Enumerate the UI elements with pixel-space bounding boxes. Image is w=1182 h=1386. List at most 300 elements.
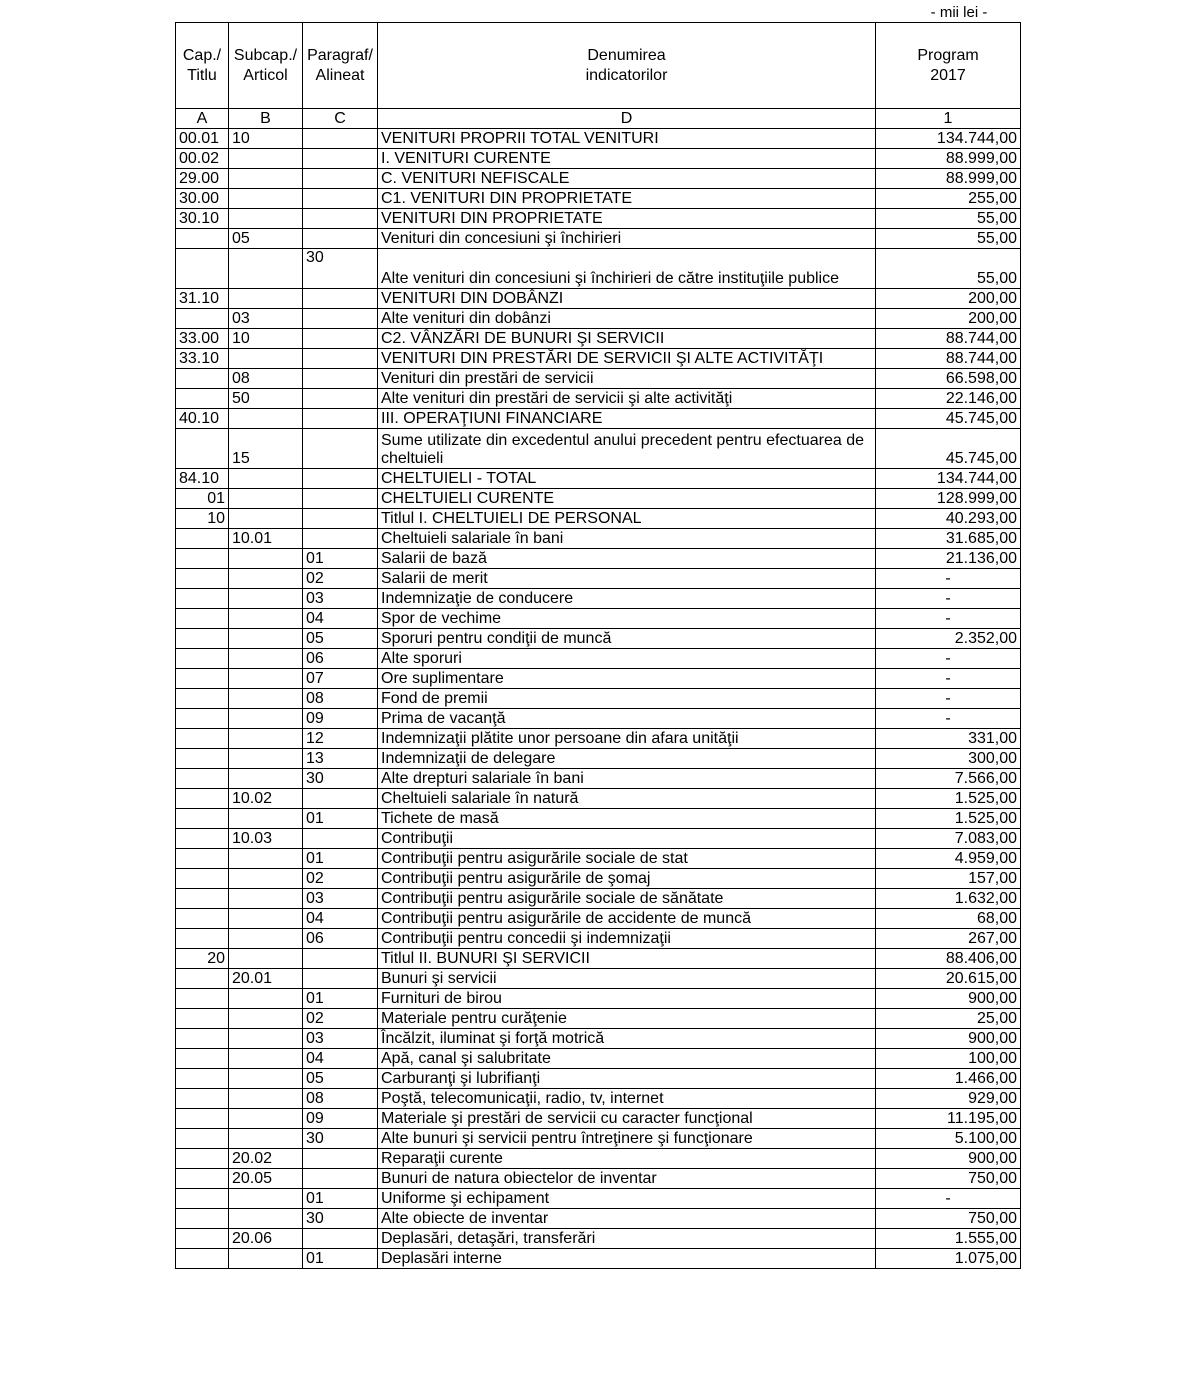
- table-row: [176, 389, 1021, 409]
- table-row: [176, 789, 1021, 809]
- cell-paragraf: 12: [303, 729, 378, 749]
- table-row: [176, 849, 1021, 869]
- cell-program: 45.745,00: [876, 409, 1021, 429]
- cell-cap: [176, 1069, 229, 1089]
- cell-paragraf: 30: [303, 769, 378, 789]
- table-row: [176, 809, 1021, 829]
- cell-subcap: 03: [229, 309, 303, 329]
- cell-subcap: [229, 589, 303, 609]
- table-row: [176, 409, 1021, 429]
- table-row: [176, 509, 1021, 529]
- cell-subcap: [229, 629, 303, 649]
- column-letters-row: [176, 109, 1021, 129]
- cell-cap: [176, 989, 229, 1009]
- cell-program: 100,00: [876, 1049, 1021, 1069]
- cell-subcap: [229, 729, 303, 749]
- table-row: [176, 609, 1021, 629]
- header-cap: Cap./ Titlu: [176, 23, 229, 109]
- cell-paragraf: [303, 829, 378, 849]
- cell-paragraf: 13: [303, 749, 378, 769]
- cell-paragraf: 01: [303, 809, 378, 829]
- cell-denumire: Alte sporuri: [378, 649, 876, 669]
- cell-denumire: VENITURI DIN PRESTĂRI DE SERVICII ŞI ALTE ACTIVITĂŢI: [378, 349, 876, 369]
- cell-subcap: 15: [229, 429, 303, 469]
- cell-subcap: [229, 569, 303, 589]
- cell-denumire: III. OPERAŢIUNI FINANCIARE: [378, 409, 876, 429]
- cell-program: -: [876, 589, 1021, 609]
- cell-cap: [176, 429, 229, 469]
- letter-1: 1: [876, 109, 1021, 129]
- cell-cap: [176, 1089, 229, 1109]
- table-row: [176, 189, 1021, 209]
- cell-cap: [176, 529, 229, 549]
- table-row: [176, 129, 1021, 149]
- cell-program: 22.146,00: [876, 389, 1021, 409]
- cell-denumire: C. VENITURI NEFISCALE: [378, 169, 876, 189]
- cell-subcap: [229, 669, 303, 689]
- table-row: [176, 829, 1021, 849]
- cell-subcap: [229, 1069, 303, 1089]
- table-row: [176, 549, 1021, 569]
- cell-cap: 00.02: [176, 149, 229, 169]
- cell-program: 66.598,00: [876, 369, 1021, 389]
- cell-cap: [176, 809, 229, 829]
- table-row: [176, 1129, 1021, 1149]
- cell-paragraf: [303, 309, 378, 329]
- table-row: [176, 909, 1021, 929]
- cell-paragraf: 06: [303, 649, 378, 669]
- cell-cap: [176, 889, 229, 909]
- cell-cap: [176, 549, 229, 569]
- cell-subcap: [229, 409, 303, 429]
- cell-cap: [176, 1049, 229, 1069]
- cell-denumire: Indemnizaţii plătite unor persoane din afara unităţii: [378, 729, 876, 749]
- table-row: [176, 929, 1021, 949]
- cell-paragraf: 02: [303, 569, 378, 589]
- cell-program: 1.075,00: [876, 1249, 1021, 1269]
- cell-program: 4.959,00: [876, 849, 1021, 869]
- cell-cap: [176, 1189, 229, 1209]
- cell-program: 45.745,00: [876, 429, 1021, 469]
- cell-denumire: Reparaţii curente: [378, 1149, 876, 1169]
- cell-denumire: Venituri din prestări de servicii: [378, 369, 876, 389]
- cell-cap: [176, 789, 229, 809]
- table-row: [176, 689, 1021, 709]
- cell-cap: 30.10: [176, 209, 229, 229]
- cell-cap: [176, 749, 229, 769]
- cell-subcap: [229, 1109, 303, 1129]
- table-row: [176, 289, 1021, 309]
- table-row: [176, 949, 1021, 969]
- cell-program: 157,00: [876, 869, 1021, 889]
- cell-program: 40.293,00: [876, 509, 1021, 529]
- cell-denumire: I. VENITURI CURENTE: [378, 149, 876, 169]
- cell-paragraf: [303, 1169, 378, 1189]
- cell-subcap: 20.05: [229, 1169, 303, 1189]
- cell-paragraf: [303, 149, 378, 169]
- cell-paragraf: 01: [303, 1249, 378, 1269]
- cell-subcap: [229, 189, 303, 209]
- cell-subcap: [229, 169, 303, 189]
- cell-denumire: Contribuţii: [378, 829, 876, 849]
- cell-denumire: Ore suplimentare: [378, 669, 876, 689]
- cell-program: 7.566,00: [876, 769, 1021, 789]
- cell-paragraf: 08: [303, 689, 378, 709]
- cell-subcap: [229, 689, 303, 709]
- cell-program: 7.083,00: [876, 829, 1021, 849]
- cell-subcap: 10.01: [229, 529, 303, 549]
- cell-denumire: Alte venituri din dobânzi: [378, 309, 876, 329]
- cell-cap: 31.10: [176, 289, 229, 309]
- cell-denumire: Deplasări interne: [378, 1249, 876, 1269]
- table-row: [176, 349, 1021, 369]
- table-row: [176, 1149, 1021, 1169]
- table-row: [176, 149, 1021, 169]
- cell-cap: [176, 1129, 229, 1149]
- cell-program: 900,00: [876, 989, 1021, 1009]
- cell-paragraf: 30: [303, 249, 378, 289]
- table-row: [176, 749, 1021, 769]
- table-row: [176, 329, 1021, 349]
- cell-denumire: VENITURI DIN PROPRIETATE: [378, 209, 876, 229]
- cell-paragraf: [303, 369, 378, 389]
- cell-denumire: CHELTUIELI - TOTAL: [378, 469, 876, 489]
- cell-program: 5.100,00: [876, 1129, 1021, 1149]
- cell-subcap: 05: [229, 229, 303, 249]
- table-row: [176, 429, 1021, 469]
- cell-subcap: [229, 249, 303, 289]
- cell-subcap: [229, 1009, 303, 1029]
- cell-cap: [176, 249, 229, 289]
- cell-denumire: Fond de premii: [378, 689, 876, 709]
- cell-subcap: 20.06: [229, 1229, 303, 1249]
- cell-subcap: 10.02: [229, 789, 303, 809]
- cell-paragraf: 03: [303, 1029, 378, 1049]
- cell-program: 1.466,00: [876, 1069, 1021, 1089]
- cell-cap: [176, 729, 229, 749]
- cell-paragraf: 02: [303, 869, 378, 889]
- cell-paragraf: 30: [303, 1129, 378, 1149]
- cell-subcap: 50: [229, 389, 303, 409]
- cell-paragraf: 09: [303, 709, 378, 729]
- table-row: [176, 169, 1021, 189]
- cell-denumire: Spor de vechime: [378, 609, 876, 629]
- cell-subcap: 10.03: [229, 829, 303, 849]
- cell-denumire: Carburanţi şi lubrifianţi: [378, 1069, 876, 1089]
- cell-program: -: [876, 709, 1021, 729]
- cell-denumire: Materiale şi prestări de servicii cu caracter funcţional: [378, 1109, 876, 1129]
- cell-subcap: [229, 549, 303, 569]
- cell-subcap: [229, 869, 303, 889]
- cell-cap: 29.00: [176, 169, 229, 189]
- cell-paragraf: 04: [303, 609, 378, 629]
- cell-program: 200,00: [876, 309, 1021, 329]
- cell-cap: [176, 1149, 229, 1169]
- cell-paragraf: 09: [303, 1109, 378, 1129]
- cell-paragraf: 01: [303, 549, 378, 569]
- letter-c: C: [303, 109, 378, 129]
- cell-denumire: CHELTUIELI CURENTE: [378, 489, 876, 509]
- cell-cap: 10: [176, 509, 229, 529]
- cell-program: 128.999,00: [876, 489, 1021, 509]
- table-row: [176, 569, 1021, 589]
- table-row: [176, 1109, 1021, 1129]
- cell-cap: 40.10: [176, 409, 229, 429]
- cell-paragraf: [303, 1149, 378, 1169]
- cell-program: -: [876, 1189, 1021, 1209]
- cell-cap: [176, 629, 229, 649]
- cell-paragraf: [303, 349, 378, 369]
- cell-denumire: VENITURI PROPRII TOTAL VENITURI: [378, 129, 876, 149]
- cell-subcap: [229, 949, 303, 969]
- cell-subcap: [229, 909, 303, 929]
- cell-subcap: 20.01: [229, 969, 303, 989]
- cell-subcap: [229, 809, 303, 829]
- cell-program: 55,00: [876, 229, 1021, 249]
- cell-paragraf: 03: [303, 589, 378, 609]
- cell-denumire: Prima de vacanţă: [378, 709, 876, 729]
- cell-denumire: Salarii de merit: [378, 569, 876, 589]
- cell-denumire: Salarii de bază: [378, 549, 876, 569]
- cell-denumire: Apă, canal şi salubritate: [378, 1049, 876, 1069]
- table-row: [176, 1249, 1021, 1269]
- cell-cap: [176, 969, 229, 989]
- cell-denumire: C1. VENITURI DIN PROPRIETATE: [378, 189, 876, 209]
- cell-cap: 33.10: [176, 349, 229, 369]
- cell-cap: 30.00: [176, 189, 229, 209]
- letter-a: A: [176, 109, 229, 129]
- cell-cap: [176, 309, 229, 329]
- cell-program: -: [876, 569, 1021, 589]
- cell-paragraf: [303, 529, 378, 549]
- header-paragraf: Paragraf/ Alineat: [303, 23, 378, 109]
- cell-cap: [176, 229, 229, 249]
- letter-b: B: [229, 109, 303, 129]
- cell-cap: [176, 849, 229, 869]
- table-row: [176, 209, 1021, 229]
- cell-subcap: [229, 1209, 303, 1229]
- cell-cap: 84.10: [176, 469, 229, 489]
- cell-cap: [176, 829, 229, 849]
- cell-paragraf: 08: [303, 1089, 378, 1109]
- cell-paragraf: 04: [303, 909, 378, 929]
- cell-program: 1.555,00: [876, 1229, 1021, 1249]
- cell-paragraf: 01: [303, 989, 378, 1009]
- cell-program: 300,00: [876, 749, 1021, 769]
- cell-cap: [176, 1249, 229, 1269]
- cell-program: 1.525,00: [876, 789, 1021, 809]
- cell-subcap: [229, 769, 303, 789]
- table-row: [176, 309, 1021, 329]
- cell-program: 88.744,00: [876, 329, 1021, 349]
- cell-paragraf: 03: [303, 889, 378, 909]
- cell-program: 68,00: [876, 909, 1021, 929]
- header-program: Program 2017: [876, 23, 1021, 109]
- cell-subcap: [229, 609, 303, 629]
- table-row: [176, 709, 1021, 729]
- cell-denumire: Contribuţii pentru asigurările sociale de sănătate: [378, 889, 876, 909]
- cell-denumire: C2. VÂNZĂRI DE BUNURI ŞI SERVICII: [378, 329, 876, 349]
- cell-program: 750,00: [876, 1209, 1021, 1229]
- cell-cap: [176, 1169, 229, 1189]
- cell-paragraf: [303, 489, 378, 509]
- cell-cap: [176, 369, 229, 389]
- cell-subcap: [229, 749, 303, 769]
- cell-program: 1.525,00: [876, 809, 1021, 829]
- cell-paragraf: [303, 189, 378, 209]
- cell-denumire: Poştă, telecomunicaţii, radio, tv, internet: [378, 1089, 876, 1109]
- cell-cap: [176, 769, 229, 789]
- cell-paragraf: 06: [303, 929, 378, 949]
- header-denumire: Denumirea indicatorilor: [378, 23, 876, 109]
- cell-cap: [176, 609, 229, 629]
- cell-subcap: [229, 849, 303, 869]
- cell-paragraf: [303, 509, 378, 529]
- cell-denumire: Contribuţii pentru asigurările de accidente de muncă: [378, 909, 876, 929]
- cell-subcap: [229, 929, 303, 949]
- cell-denumire: Alte venituri din concesiuni şi închirieri de către instituţiile publice: [378, 249, 876, 289]
- cell-denumire: Contribuţii pentru asigurările de şomaj: [378, 869, 876, 889]
- cell-paragraf: [303, 329, 378, 349]
- cell-subcap: [229, 889, 303, 909]
- cell-denumire: Alte drepturi salariale în bani: [378, 769, 876, 789]
- table-row: [176, 1189, 1021, 1209]
- cell-subcap: [229, 1049, 303, 1069]
- cell-subcap: 10: [229, 329, 303, 349]
- cell-denumire: Alte obiecte de inventar: [378, 1209, 876, 1229]
- cell-denumire: Cheltuieli salariale în natură: [378, 789, 876, 809]
- table-row: [176, 989, 1021, 1009]
- table-row: [176, 669, 1021, 689]
- cell-denumire: Alte venituri din prestări de servicii şi alte activităţi: [378, 389, 876, 409]
- cell-paragraf: [303, 169, 378, 189]
- cell-paragraf: [303, 129, 378, 149]
- cell-paragraf: 04: [303, 1049, 378, 1069]
- table-row: [176, 469, 1021, 489]
- cell-subcap: [229, 1029, 303, 1049]
- cell-subcap: [229, 709, 303, 729]
- cell-cap: 33.00: [176, 329, 229, 349]
- cell-paragraf: [303, 469, 378, 489]
- cell-cap: [176, 1029, 229, 1049]
- cell-subcap: [229, 469, 303, 489]
- cell-paragraf: 05: [303, 1069, 378, 1089]
- table-row: [176, 589, 1021, 609]
- cell-program: 55,00: [876, 249, 1021, 289]
- table-row: [176, 1169, 1021, 1189]
- cell-denumire: Deplasări, detaşări, transferări: [378, 1229, 876, 1249]
- cell-cap: 01: [176, 489, 229, 509]
- cell-paragraf: 02: [303, 1009, 378, 1029]
- table-row: [176, 489, 1021, 509]
- cell-subcap: [229, 1129, 303, 1149]
- cell-subcap: [229, 649, 303, 669]
- cell-denumire: Cheltuieli salariale în bani: [378, 529, 876, 549]
- cell-paragraf: [303, 229, 378, 249]
- cell-denumire: Tichete de masă: [378, 809, 876, 829]
- table-row: [176, 249, 1021, 289]
- table-row: [176, 1009, 1021, 1029]
- cell-program: 900,00: [876, 1029, 1021, 1049]
- cell-denumire: Încălzit, iluminat şi forţă motrică: [378, 1029, 876, 1049]
- cell-subcap: [229, 209, 303, 229]
- budget-table: [175, 22, 1021, 1269]
- cell-denumire: Furnituri de birou: [378, 989, 876, 1009]
- table-row: [176, 1089, 1021, 1109]
- cell-program: 20.615,00: [876, 969, 1021, 989]
- table-row: [176, 769, 1021, 789]
- cell-program: 31.685,00: [876, 529, 1021, 549]
- table-row: [176, 1029, 1021, 1049]
- header-row: [176, 23, 1021, 109]
- letter-d: D: [378, 109, 876, 129]
- cell-subcap: [229, 1089, 303, 1109]
- cell-paragraf: 30: [303, 1209, 378, 1229]
- cell-paragraf: 01: [303, 849, 378, 869]
- header-subcap: Subcap./ Articol: [229, 23, 303, 109]
- cell-program: 88.744,00: [876, 349, 1021, 369]
- cell-paragraf: 01: [303, 1189, 378, 1209]
- cell-cap: [176, 909, 229, 929]
- cell-denumire: Bunuri şi servicii: [378, 969, 876, 989]
- cell-program: 267,00: [876, 929, 1021, 949]
- cell-program: 900,00: [876, 1149, 1021, 1169]
- cell-subcap: [229, 289, 303, 309]
- table-row: [176, 649, 1021, 669]
- cell-program: 88.406,00: [876, 949, 1021, 969]
- cell-program: -: [876, 669, 1021, 689]
- cell-denumire: Sume utilizate din excedentul anului precedent pentru efectuarea de cheltuieli: [378, 429, 876, 469]
- table-row: [176, 1209, 1021, 1229]
- cell-denumire: Indemnizaţii de delegare: [378, 749, 876, 769]
- cell-denumire: Sporuri pentru condiţii de muncă: [378, 629, 876, 649]
- cell-subcap: [229, 1189, 303, 1209]
- cell-paragraf: [303, 1229, 378, 1249]
- cell-denumire: Contribuţii pentru concedii şi indemnizaţii: [378, 929, 876, 949]
- cell-subcap: [229, 489, 303, 509]
- cell-subcap: 10: [229, 129, 303, 149]
- cell-cap: [176, 389, 229, 409]
- cell-subcap: 08: [229, 369, 303, 389]
- cell-denumire: Alte bunuri şi servicii pentru întreţinere şi funcţionare: [378, 1129, 876, 1149]
- cell-cap: [176, 869, 229, 889]
- table-row: [176, 529, 1021, 549]
- cell-cap: [176, 649, 229, 669]
- cell-program: 929,00: [876, 1089, 1021, 1109]
- cell-cap: [176, 1209, 229, 1229]
- cell-cap: [176, 669, 229, 689]
- cell-denumire: Bunuri de natura obiectelor de inventar: [378, 1169, 876, 1189]
- cell-paragraf: [303, 289, 378, 309]
- cell-program: 750,00: [876, 1169, 1021, 1189]
- cell-program: -: [876, 689, 1021, 709]
- cell-program: 25,00: [876, 1009, 1021, 1029]
- cell-paragraf: [303, 409, 378, 429]
- cell-subcap: 20.02: [229, 1149, 303, 1169]
- cell-subcap: [229, 1249, 303, 1269]
- cell-paragraf: [303, 209, 378, 229]
- table-row: [176, 729, 1021, 749]
- table-row: [176, 229, 1021, 249]
- table-row: [176, 369, 1021, 389]
- table-row: [176, 1049, 1021, 1069]
- cell-program: 11.195,00: [876, 1109, 1021, 1129]
- cell-denumire: Materiale pentru curăţenie: [378, 1009, 876, 1029]
- cell-denumire: Contribuţii pentru asigurările sociale de stat: [378, 849, 876, 869]
- cell-program: -: [876, 609, 1021, 629]
- cell-denumire: Titlul II. BUNURI ŞI SERVICII: [378, 949, 876, 969]
- cell-cap: 00.01: [176, 129, 229, 149]
